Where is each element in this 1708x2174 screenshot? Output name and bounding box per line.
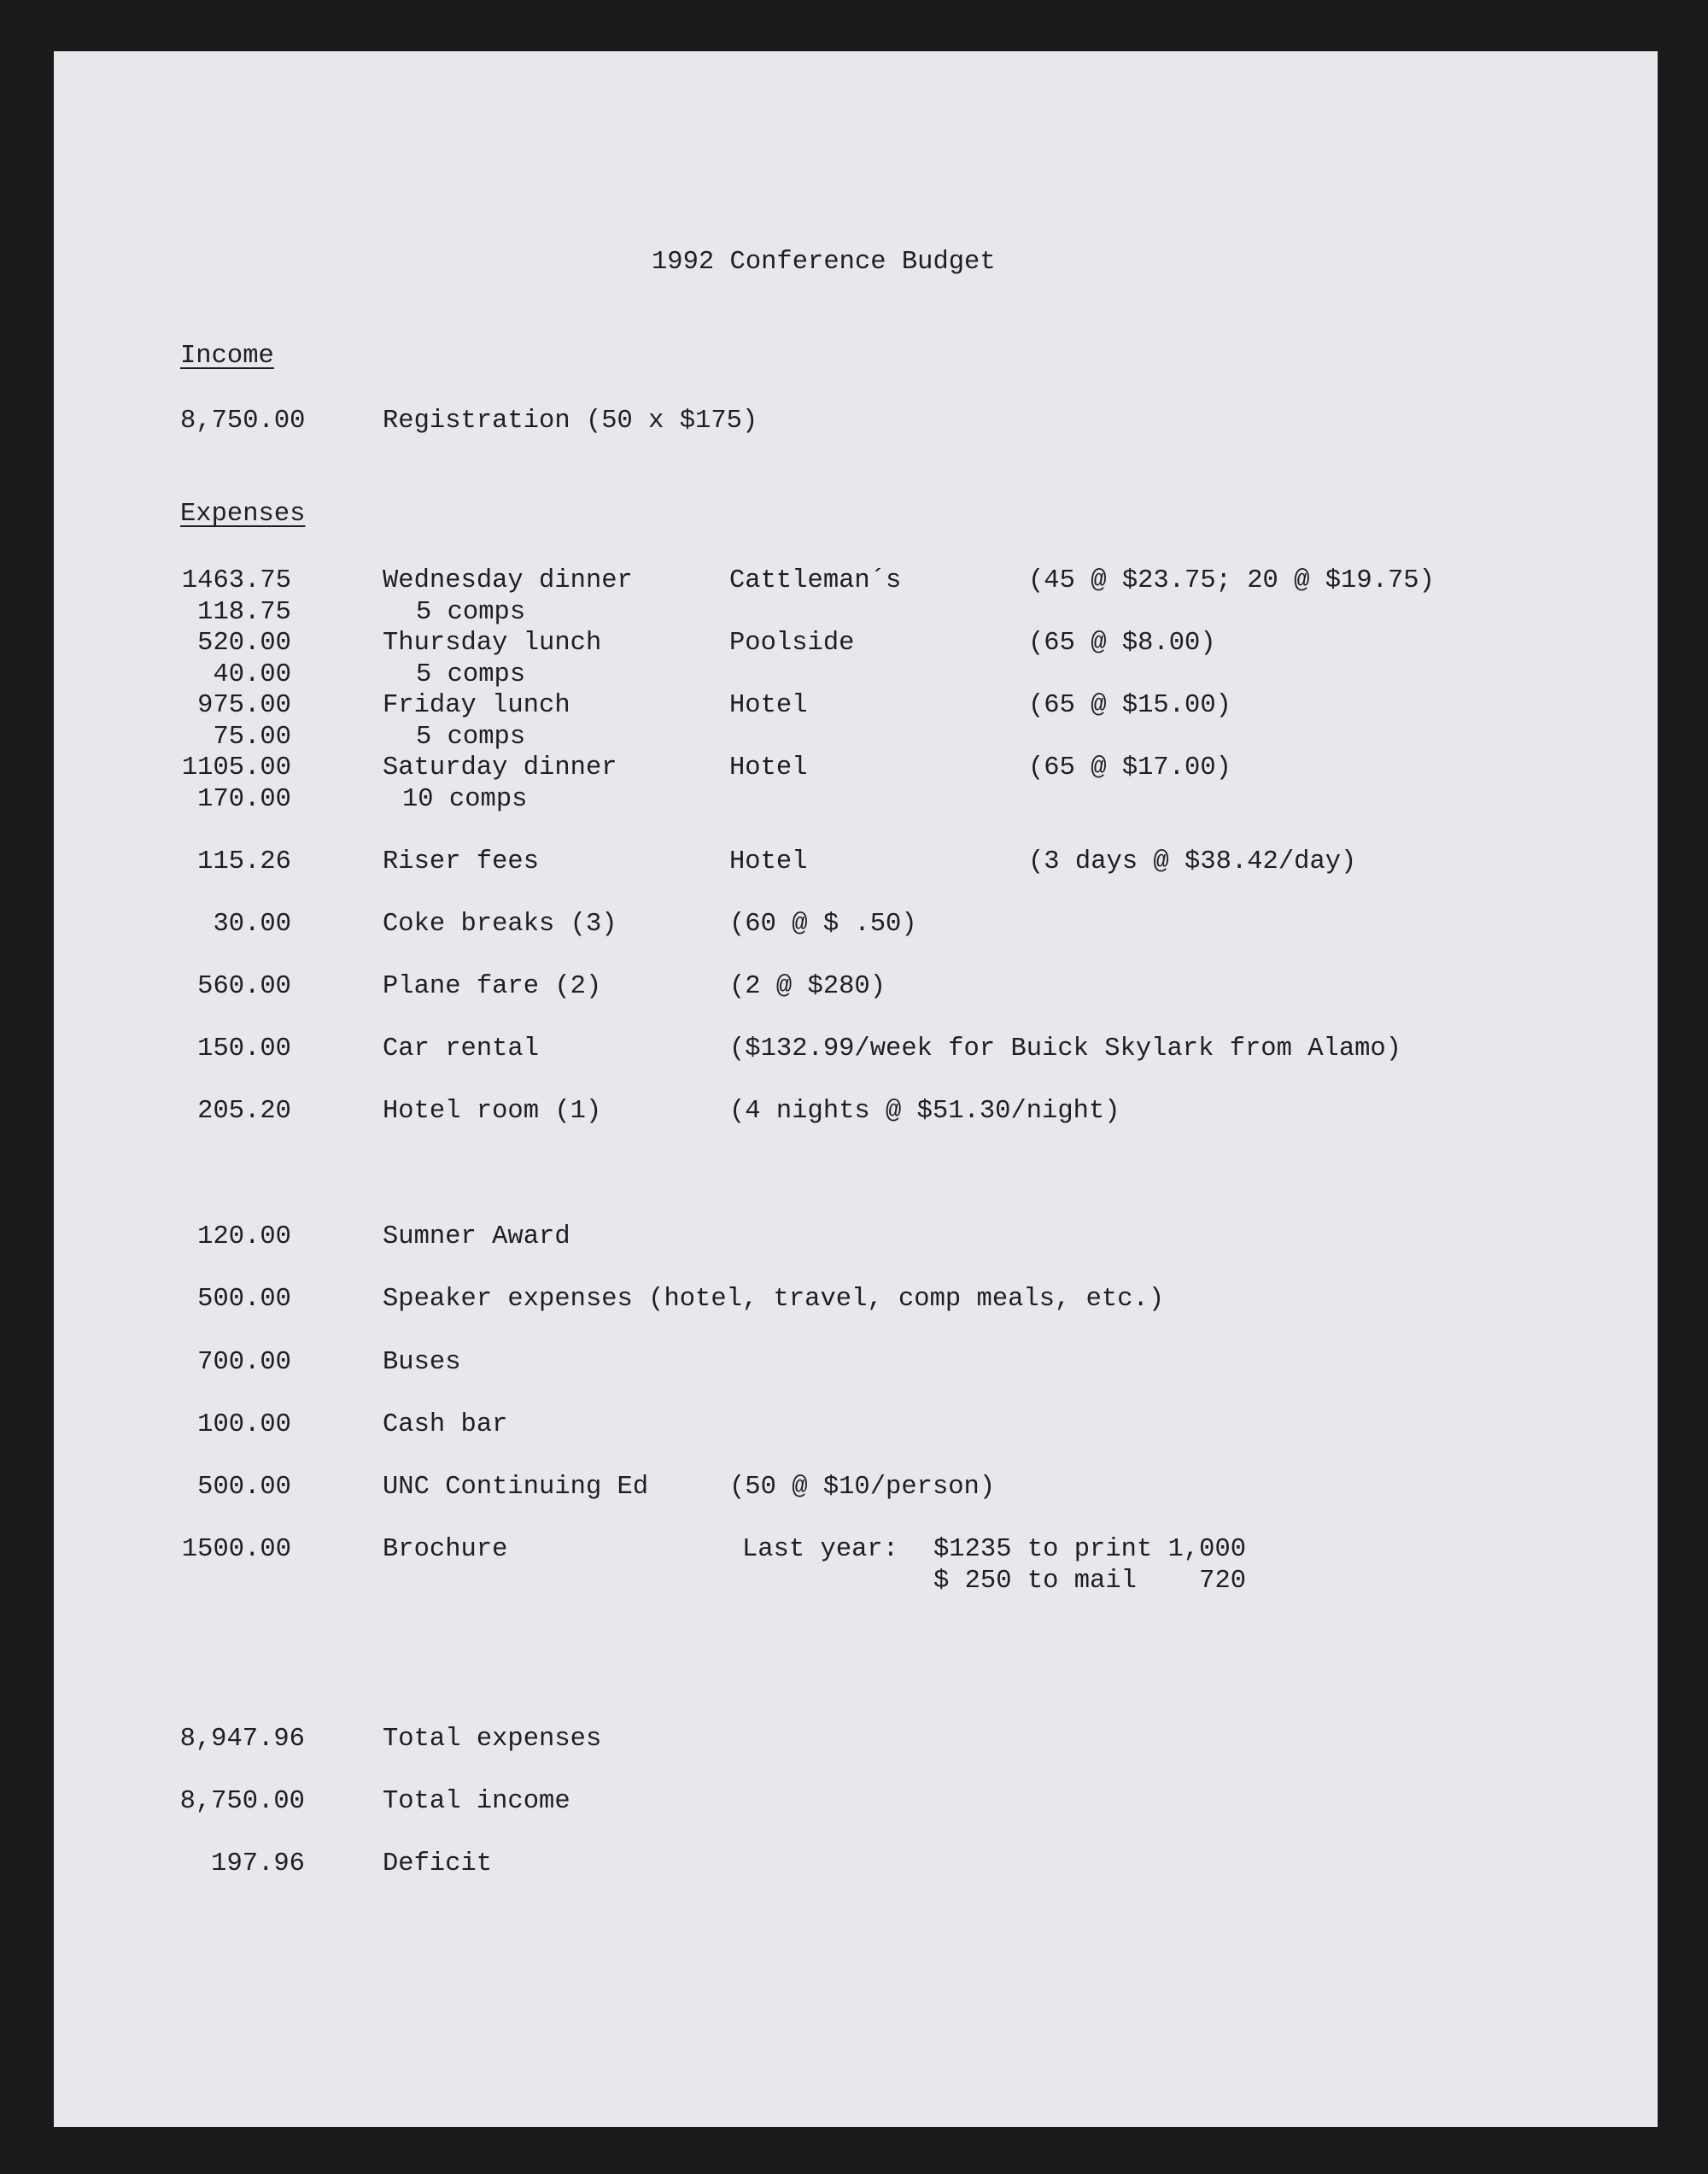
expense-amount: 700.00 bbox=[197, 1348, 291, 1377]
document-page bbox=[54, 51, 1658, 2127]
expense-label: Hotel room (1) bbox=[383, 1097, 602, 1126]
expense-note: (4 nights @ $51.30/night) bbox=[729, 1097, 1120, 1126]
meal-calc: (65 @ $15.00) bbox=[1028, 691, 1231, 720]
meal-label: Friday lunch bbox=[383, 691, 570, 720]
comp-label: 5 comps bbox=[416, 598, 526, 627]
meal-calc: (65 @ $8.00) bbox=[1028, 629, 1216, 658]
meal-calc: (65 @ $17.00) bbox=[1028, 753, 1231, 782]
expense-note: (60 @ $ .50) bbox=[729, 910, 917, 939]
total-label: Total expenses bbox=[383, 1725, 602, 1754]
comp-amount: 118.75 bbox=[197, 598, 291, 627]
expense-label: Cash bar bbox=[383, 1410, 508, 1439]
expense-amount: 500.00 bbox=[197, 1473, 291, 1502]
total-amount: 8,947.96 bbox=[179, 1725, 305, 1754]
brochure-note-line: $1235 to print 1,000 bbox=[933, 1535, 1247, 1564]
expense-label: Buses bbox=[383, 1348, 461, 1377]
meal-venue: Poolside bbox=[729, 629, 855, 658]
expense-amount: 100.00 bbox=[197, 1410, 291, 1439]
page-title: 1992 Conference Budget bbox=[652, 248, 996, 277]
meal-amount: 975.00 bbox=[197, 691, 291, 720]
comp-amount: 40.00 bbox=[213, 660, 291, 689]
comp-amount: 170.00 bbox=[197, 785, 291, 814]
meal-label: Thursday lunch bbox=[383, 629, 602, 658]
brochure-note-prefix: Last year: bbox=[742, 1535, 899, 1564]
expense-amount: 120.00 bbox=[197, 1222, 291, 1251]
expense-amount: 30.00 bbox=[213, 910, 291, 939]
expense-amount: 560.00 bbox=[197, 972, 291, 1001]
meal-venue: Hotel bbox=[729, 691, 808, 720]
expense-label: UNC Continuing Ed bbox=[383, 1473, 649, 1502]
meal-venue: Hotel bbox=[729, 753, 808, 782]
brochure-note-line: $ 250 to mail 720 bbox=[933, 1567, 1247, 1596]
expense-label: Brochure bbox=[383, 1535, 508, 1564]
expense-amount: 150.00 bbox=[197, 1034, 291, 1064]
meal-amount: 520.00 bbox=[197, 629, 291, 658]
meal-venue: Cattleman´s bbox=[729, 566, 902, 595]
expense-calc: (3 days @ $38.42/day) bbox=[1028, 847, 1357, 876]
expense-label: Sumner Award bbox=[383, 1222, 570, 1251]
comp-label: 5 comps bbox=[416, 660, 526, 689]
expense-note: Hotel bbox=[729, 847, 808, 876]
expense-note: (50 @ $10/person) bbox=[729, 1473, 996, 1502]
expense-amount: 500.00 bbox=[197, 1285, 291, 1314]
expense-label: Speaker expenses (hotel, travel, comp meals, etc.) bbox=[383, 1285, 1165, 1314]
expense-label: Riser fees bbox=[383, 847, 540, 876]
meal-amount: 1105.00 bbox=[181, 753, 291, 782]
expense-label: Coke breaks (3) bbox=[383, 910, 617, 939]
expense-amount: 1500.00 bbox=[181, 1535, 291, 1564]
comp-amount: 75.00 bbox=[213, 723, 291, 752]
deficit-label: Deficit bbox=[383, 1849, 493, 1878]
total-amount: 8,750.00 bbox=[179, 1787, 305, 1816]
expense-note: (2 @ $280) bbox=[729, 972, 886, 1001]
meal-label: Wednesday dinner bbox=[383, 566, 633, 595]
expense-amount: 205.20 bbox=[197, 1097, 291, 1126]
expense-label: Plane fare (2) bbox=[383, 972, 602, 1001]
deficit-amount: 197.96 bbox=[211, 1849, 305, 1878]
total-label: Total income bbox=[383, 1787, 570, 1816]
meal-label: Saturday dinner bbox=[383, 753, 617, 782]
income-amount: 8,750.00 bbox=[180, 407, 306, 436]
income-label: Registration (50 x $175) bbox=[383, 407, 758, 436]
expense-note: ($132.99/week for Buick Skylark from Alamo) bbox=[729, 1034, 1402, 1064]
expense-amount: 115.26 bbox=[197, 847, 291, 876]
expenses-heading: Expenses bbox=[180, 500, 306, 529]
income-heading: Income bbox=[180, 342, 274, 371]
meal-calc: (45 @ $23.75; 20 @ $19.75) bbox=[1028, 566, 1435, 595]
comp-label: 5 comps bbox=[416, 723, 526, 752]
meal-amount: 1463.75 bbox=[181, 566, 291, 595]
expense-label: Car rental bbox=[383, 1034, 540, 1064]
comp-label: 10 comps bbox=[402, 785, 528, 814]
